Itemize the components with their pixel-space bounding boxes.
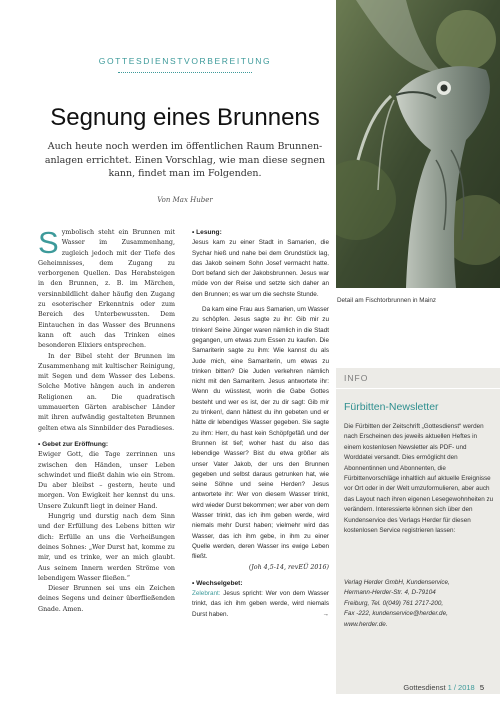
footer-magazine: Gottesdienst [403, 683, 446, 692]
info-title: Fürbitten-Newsletter [344, 401, 439, 413]
photo-caption: Detail am Fischtorbrunnen in Mainz [337, 297, 437, 304]
info-contact [344, 578, 494, 630]
article-lead: Auch heute noch werden im öffentlichen Raum Brunnen-anlagen errichtet. Einen Vorschlag, wie man diese segnen kann, findet man im Folgenden. [44, 141, 326, 179]
contact-line: Verlag Herder GmbH, Kundenservice, [344, 579, 450, 586]
info-paragraph: Die Fürbitten der Zeitschrift „Gottesdienst“ werden nach Erscheinen des jeweils aktuellen Heftes in einem kostenlosen Newsletter als PDF- und Worddatei versandt. Dies ermöglicht den Abonnentinnen und Abonnenten, die Fürbittenvorschläge inhaltlich auf aktuelle Ereignisse vor Ort oder in der Welt umzuformulieren, aber auch das Layout nach ihren eigenen Lesegewohnheiten zu verändern. Interessierte können sich über den Kundenservice des Verlags Herder für diesen kostenlosen Service registrieren lassen: [344, 423, 494, 535]
info-body [344, 422, 494, 536]
section-kicker: GOTTESDIENSTVORBEREITUNG [98, 56, 272, 66]
info-label: INFO [344, 373, 369, 383]
prayer-text: Jesus spricht: Wer von dem Wasser trinkt, das ich ihm geben werde, wird niemals Durst haben. [192, 590, 329, 618]
info-divider [336, 388, 500, 389]
speaker-label: Zelebrant: [192, 590, 221, 598]
contact-line-website: www.herder.de. [344, 620, 388, 628]
page-footer [403, 683, 484, 692]
contact-line: Freiburg, Tel. 0(049) 761 2717-200, [344, 599, 444, 607]
continue-arrow-icon: → [322, 610, 329, 618]
paragraph: Hungrig und durstig nach dem Sinn und der Erfüllung des Lebens bitten wir dich: Erfülle an uns die Verheißungen deines Sohnes: „Wer Durst hat, komme zu mir, und es trinke, wer an mich glaubt. Aus seinem Innern werden Ströme von lebendigem Wasser fließen.“ [38, 513, 175, 582]
paragraph: Ewiger Gott, die Tage zerrinnen uns zwischen den Händen, unser Leben schwindet und fließt dahin wie ein Strom. Du aber bleibst – gestern, heute und morgen. Von Ewigkeit her kennst du uns. Unsere Zukunft liegt in deiner Hand. [38, 451, 175, 510]
paragraph [38, 225, 175, 352]
paragraph: Dieser Brunnen sei uns ein Zeichen deines Segens und deiner überfließenden Gnade. Amen. [38, 585, 175, 613]
contact-line: Fax -222, kundenservice@herder.de, [344, 610, 448, 618]
reading-paragraph: Jesus kam zu einer Stadt in Samarien, die Sychar hieß und nahe bei dem Grundstück lag, das Jakob seinem Sohn Josef vermacht hatte. Dort befand sich der Jakobsbrunnen. Jesus war müde von der Reise und setzte sich daher an den Brunnen; es war um die sechste Stunde. [192, 239, 329, 298]
fountain-photo [336, 0, 500, 288]
drop-cap: S [38, 225, 59, 260]
paragraph: In der Bibel steht der Brunnen im Zusammenhang mit kultischer Reinigung, mit Segen und dem Wasser des Lebens. Solche Motive hängen auch in anderen Religionen an. Die quadratisch ummauerten Gärten arabischer Länder mit ihren aufwändig gestalteten Brunnen gelten etwa als Sinnbilder des Paradieses. [38, 352, 175, 432]
paragraph-text: ymbolisch steht ein Brunnen mit Wasser im Zusammenhang, zugleich jedoch mit der Tiefe des Geheimnisses, dem Zugang zu verborgenen Quellen. Das Herabsteigen in den Brunnen, z. B. im Märchen, versinnbildlicht daher häufig den Zugang zu esoterischer Erkenntnis oder zum Bereich des Unterbewussten. Dem Eintauchen in das Wasser des Brunnens kann oft auch das Trinken eines besonderen Elixiers entsprechen. [38, 229, 175, 350]
responsive-prayer-line [192, 589, 329, 620]
kicker-divider [118, 72, 252, 73]
article-byline: Von Max Huber [157, 196, 213, 204]
section-heading-reading: • Lesung: [192, 229, 222, 236]
section-heading-responsive-prayer: • Wechselgebet: [192, 579, 243, 587]
reading-paragraph: Da kam eine Frau aus Samarien, um Wasser zu schöpfen. Jesus sagte zu ihr: Gib mir zu trinken! Seine Jünger waren nämlich in die Stadt gegangen, um etwas zum Essen zu kaufen. Die Samariterin sagte zu ihm: Wie kannst du als Jude mich, eine Samariterin, um etwas zu trinken bitten? Die Juden verkehren nämlich nicht mit den Samaritern. Jesus antwortete ihr: Wenn du wüsstest, worin die Gabe Gottes besteht und wer es ist, der zu dir sagt: Gib mir zu trinken!, dann hättest du ihn gebeten und er hätte dir lebendiges Wasser gegeben. Sie sagte zu ihm: Herr, du hast kein Schöpfgefäß und der Brunnen ist tief; woher hast du also das lebendige Wasser? Bist du etwa größer als unser Vater Jakob, der uns den Brunnen gegeben und selbst daraus getrunken hat, wie seine Söhne und seine Herden? Jesus antwortete ihr: Wer von diesem Wasser trinkt, wird wieder Durst bekommen; wer aber von dem Wasser trinkt, das ich ihm geben werde, wird niemals mehr Durst haben; vielmehr wird das Wasser, das ich ihm gebe, in ihm zu einer Quelle werden, deren Wasser ins ewige Leben fließt. [192, 306, 329, 561]
text-column-2 [192, 228, 329, 620]
contact-line: Hermann-Herder-Str. 4, D-79104 [344, 589, 436, 597]
section-heading-opening-prayer: • Gebet zur Eröffnung: [38, 440, 109, 448]
fish-fountain-image [336, 0, 500, 288]
text-column-1 [38, 225, 175, 615]
footer-issue: 1 / 2018 [447, 683, 475, 692]
page-number: 5 [479, 683, 484, 692]
bible-reference: (Joh 4,5-14, revEÜ 2016) [248, 563, 329, 571]
article-title: Segnung eines Brunnens [50, 104, 320, 131]
